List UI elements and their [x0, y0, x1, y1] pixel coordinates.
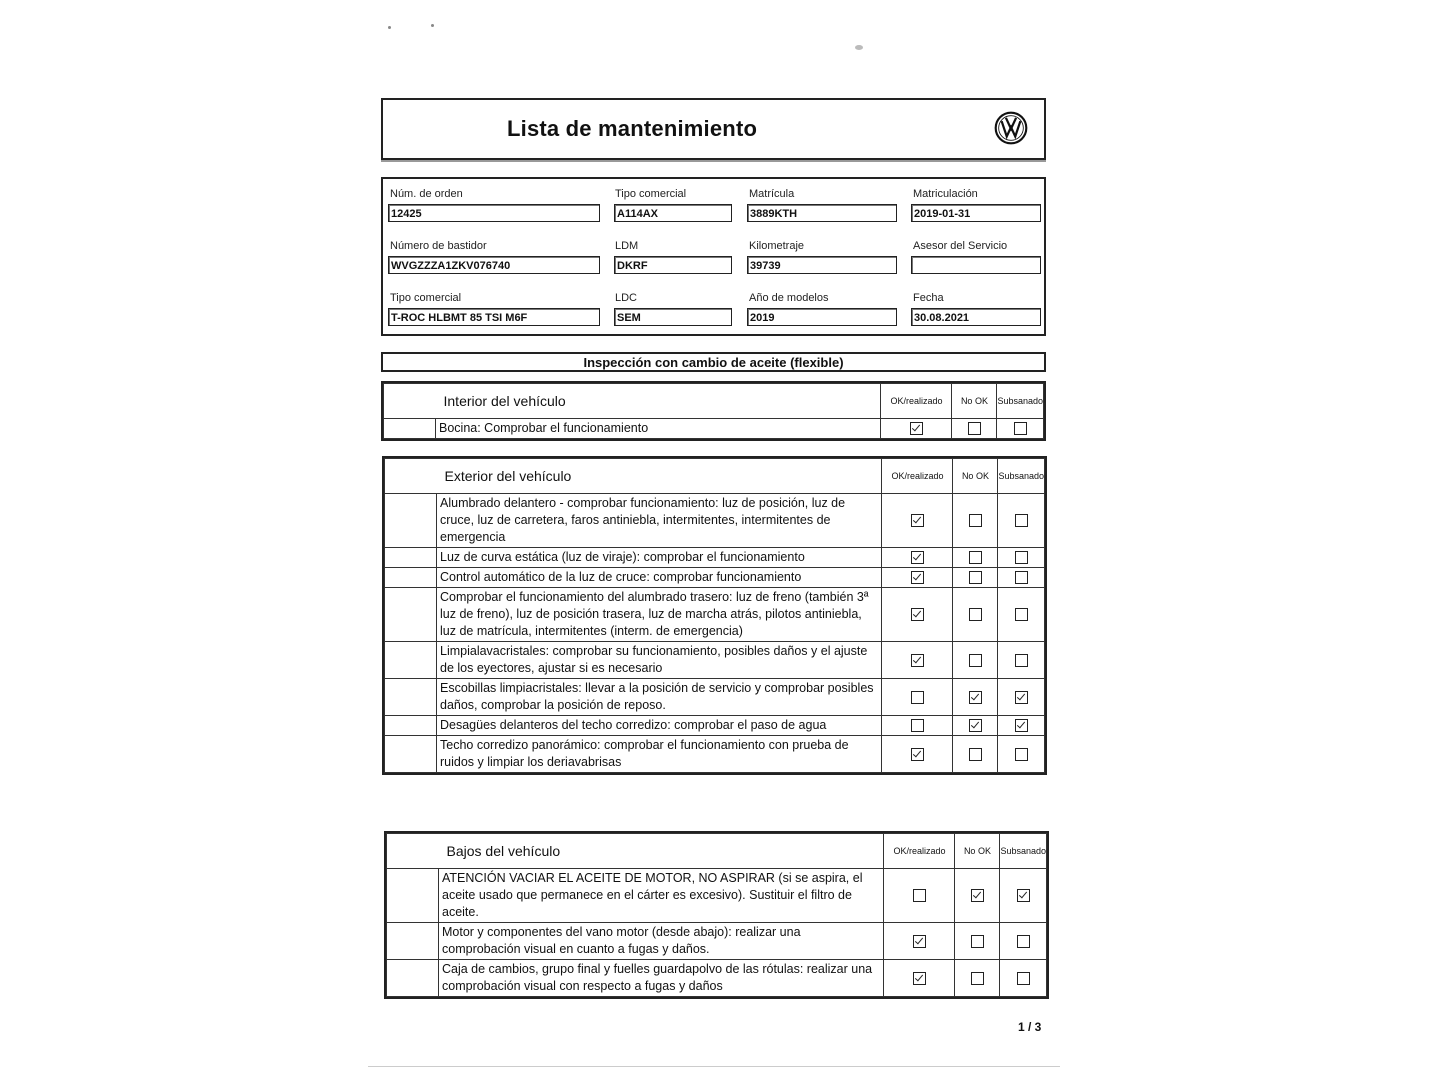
no-ok-cell	[953, 679, 998, 716]
model-field[interactable]: T-ROC HLBMT 85 TSI M6F	[388, 308, 600, 326]
col-subsanado-header: Subsanado	[998, 459, 1045, 494]
date-label: Fecha	[913, 292, 944, 304]
header-spacer	[384, 384, 436, 419]
type-field[interactable]: A114AX	[614, 204, 732, 222]
group-header-row	[387, 834, 1047, 869]
subsanado-checkbox[interactable]	[1015, 691, 1028, 704]
checklist-row	[385, 494, 1045, 548]
checklist-row	[385, 736, 1045, 773]
row-spacer	[385, 736, 437, 773]
subsanado-checkbox[interactable]	[1015, 654, 1028, 667]
ok-cell	[884, 960, 955, 997]
subsanado-checkbox[interactable]	[1017, 935, 1030, 948]
row-spacer	[385, 494, 437, 548]
scan-speck	[855, 45, 863, 50]
checklist-item-text: Alumbrado delantero - comprobar funcionamiento: luz de posición, luz de cruce, luz de carretera, faros antiniebla, intermitentes, intermitentes de emergencia	[437, 494, 882, 548]
subsanado-checkbox[interactable]	[1017, 972, 1030, 985]
group-name: Bajos del vehículo	[439, 834, 884, 869]
no-ok-checkbox[interactable]	[969, 654, 982, 667]
col-no-ok-header: No OK	[953, 459, 998, 494]
checklist-row	[385, 642, 1045, 679]
checklist-group	[381, 381, 1046, 441]
checklist-row	[387, 923, 1047, 960]
scan-speck	[388, 26, 391, 29]
no-ok-checkbox[interactable]	[968, 422, 981, 435]
ok-checkbox[interactable]	[911, 748, 924, 761]
subsanado-cell	[998, 736, 1045, 773]
col-no-ok-header: No OK	[952, 384, 997, 419]
ok-checkbox[interactable]	[913, 889, 926, 902]
vin-label: Número de bastidor	[390, 240, 487, 252]
advisor-label: Asesor del Servicio	[913, 240, 1008, 252]
ldm-label: LDM	[615, 240, 639, 252]
ok-cell	[882, 716, 953, 736]
subsanado-cell	[1000, 869, 1047, 923]
ok-checkbox[interactable]	[911, 654, 924, 667]
no-ok-checkbox[interactable]	[969, 514, 982, 527]
subsanado-cell	[998, 679, 1045, 716]
row-spacer	[387, 960, 439, 997]
subsanado-cell	[998, 716, 1045, 736]
checklist-row	[385, 679, 1045, 716]
ldc-label: LDC	[615, 292, 638, 304]
row-spacer	[387, 923, 439, 960]
registration-label: Matriculación	[913, 188, 978, 200]
ok-cell	[882, 568, 953, 588]
vin-field[interactable]: WVGZZZA1ZKV076740	[388, 256, 600, 274]
km-label: Kilometraje	[749, 240, 805, 252]
no-ok-cell	[953, 548, 998, 568]
ok-checkbox[interactable]	[913, 935, 926, 948]
no-ok-checkbox[interactable]	[969, 551, 982, 564]
order-field[interactable]: 12425	[388, 204, 600, 222]
no-ok-cell	[952, 419, 997, 439]
checklist-row	[384, 419, 1044, 439]
checklist-item-text: Luz de curva estática (luz de viraje): comprobar el funcionamiento	[437, 548, 882, 568]
no-ok-cell	[955, 960, 1000, 997]
plate-field[interactable]: 3889KTH	[747, 204, 897, 222]
advisor-field[interactable]	[911, 256, 1041, 274]
type-label: Tipo comercial	[615, 188, 687, 200]
no-ok-cell	[953, 588, 998, 642]
ok-cell	[882, 494, 953, 548]
checklist-table	[386, 833, 1047, 997]
ldm-field[interactable]: DKRF	[614, 256, 732, 274]
no-ok-checkbox[interactable]	[971, 935, 984, 948]
plate-label: Matrícula	[749, 188, 795, 200]
checklist-row	[385, 588, 1045, 642]
checklist-item-text: Caja de cambios, grupo final y fuelles guardapolvo de las rótulas: realizar una comprobación visual con respecto a fugas y daños	[439, 960, 884, 997]
checklist-table	[384, 458, 1045, 773]
checklist-item-text: Desagües delanteros del techo corredizo: comprobar el paso de agua	[437, 716, 882, 736]
subsanado-cell	[998, 642, 1045, 679]
checklist-item-text: Bocina: Comprobar el funcionamiento	[436, 419, 881, 439]
row-spacer	[387, 869, 439, 923]
row-spacer	[385, 642, 437, 679]
ok-cell	[882, 548, 953, 568]
vehicle-info-box	[381, 177, 1046, 336]
ok-cell	[882, 588, 953, 642]
no-ok-cell	[955, 869, 1000, 923]
subsanado-checkbox[interactable]	[1015, 571, 1028, 584]
header-spacer	[387, 834, 439, 869]
subsanado-cell	[997, 419, 1044, 439]
ok-cell	[881, 419, 952, 439]
col-subsanado-header: Subsanado	[997, 384, 1044, 419]
row-spacer	[385, 679, 437, 716]
checklist-row	[387, 869, 1047, 923]
no-ok-cell	[955, 923, 1000, 960]
checklist-row	[387, 960, 1047, 997]
checklist-item-text: Comprobar el funcionamiento del alumbrado trasero: luz de freno (también 3ª luz de freno), luz de posición trasera, luz de marcha atrás, pilotos antiniebla, luz de matrícula, intermitentes (interm. de emergencia)	[437, 588, 882, 642]
no-ok-checkbox[interactable]	[971, 889, 984, 902]
col-no-ok-header: No OK	[955, 834, 1000, 869]
subsanado-cell	[998, 588, 1045, 642]
checklist-item-text: Motor y componentes del vano motor (desde abajo): realizar una comprobación visual en cuanto a fugas y daños.	[439, 923, 884, 960]
no-ok-checkbox[interactable]	[969, 571, 982, 584]
order-label: Núm. de orden	[390, 188, 463, 200]
checklist-item-text: Escobillas limpiacristales: llevar a la posición de servicio y comprobar posibles daños, comprobar la posición de reposo.	[437, 679, 882, 716]
no-ok-cell	[953, 494, 998, 548]
subsanado-cell	[1000, 923, 1047, 960]
no-ok-checkbox[interactable]	[969, 608, 982, 621]
checklist-row	[385, 716, 1045, 736]
page-number: 1 / 3	[1018, 1020, 1042, 1034]
checklist-item-text: Techo corredizo panorámico: comprobar el funcionamiento con prueba de ruidos y limpiar los deriavabrisas	[437, 736, 882, 773]
page-title: Lista de mantenimiento	[507, 116, 758, 141]
inspection-section-title	[381, 352, 1046, 372]
subsanado-cell	[998, 548, 1045, 568]
group-header-row	[385, 459, 1045, 494]
checklist-item-text: ATENCIÓN VACIAR EL ACEITE DE MOTOR, NO ASPIRAR (si se aspira, el aceite usado que permanece en el cárter es excesivo). Sustituir el filtro de aceite.	[439, 869, 884, 923]
subsanado-cell	[1000, 960, 1047, 997]
no-ok-checkbox[interactable]	[971, 972, 984, 985]
no-ok-cell	[953, 716, 998, 736]
group-name: Interior del vehículo	[436, 384, 881, 419]
ok-checkbox[interactable]	[911, 719, 924, 732]
subsanado-cell	[998, 568, 1045, 588]
vw-logo-icon	[994, 111, 1028, 145]
ok-cell	[882, 642, 953, 679]
col-subsanado-header: Subsanado	[1000, 834, 1047, 869]
model-year-label: Año de modelos	[749, 292, 829, 304]
ok-cell	[882, 679, 953, 716]
subsanado-cell	[998, 494, 1045, 548]
ok-checkbox[interactable]	[911, 551, 924, 564]
subsanado-checkbox[interactable]	[1015, 719, 1028, 732]
col-ok-header: OK/realizado	[881, 384, 952, 419]
date-field[interactable]: 30.08.2021	[911, 308, 1041, 326]
no-ok-checkbox[interactable]	[969, 719, 982, 732]
subsanado-checkbox[interactable]	[1015, 514, 1028, 527]
header-spacer	[385, 459, 437, 494]
checklist-group	[382, 456, 1047, 775]
subsanado-checkbox[interactable]	[1014, 422, 1027, 435]
ok-cell	[884, 869, 955, 923]
registration-field[interactable]: 2019-01-31	[911, 204, 1041, 222]
checklist-item-text: Control automático de la luz de cruce: comprobar funcionamiento	[437, 568, 882, 588]
subsanado-checkbox[interactable]	[1015, 551, 1028, 564]
row-spacer	[385, 588, 437, 642]
scan-edge-line	[368, 1066, 1060, 1067]
title-box	[381, 98, 1046, 160]
row-spacer	[385, 568, 437, 588]
subsanado-checkbox[interactable]	[1015, 608, 1028, 621]
model-year-field[interactable]: 2019	[747, 308, 897, 326]
row-spacer	[384, 419, 436, 439]
scan-speck	[431, 24, 434, 27]
checklist-item-text: Limpialavacristales: comprobar su funcionamiento, posibles daños y el ajuste de los eyectores, ajustar si es necesario	[437, 642, 882, 679]
no-ok-checkbox[interactable]	[969, 748, 982, 761]
ok-checkbox[interactable]	[911, 571, 924, 584]
group-header-row	[384, 384, 1044, 419]
ldc-field[interactable]: SEM	[614, 308, 732, 326]
ok-checkbox[interactable]	[911, 608, 924, 621]
group-name: Exterior del vehículo	[437, 459, 882, 494]
ok-checkbox[interactable]	[911, 691, 924, 704]
model-label: Tipo comercial	[390, 292, 462, 304]
no-ok-cell	[953, 736, 998, 773]
checklist-table	[383, 383, 1044, 439]
checklist-group	[384, 831, 1049, 999]
no-ok-checkbox[interactable]	[969, 691, 982, 704]
no-ok-cell	[953, 568, 998, 588]
row-spacer	[385, 548, 437, 568]
checklist-row	[385, 568, 1045, 588]
col-ok-header: OK/realizado	[882, 459, 953, 494]
ok-cell	[884, 923, 955, 960]
ok-checkbox[interactable]	[913, 972, 926, 985]
section-title-text: Inspección con cambio de aceite (flexible)	[583, 355, 844, 370]
checklist-row	[385, 548, 1045, 568]
col-ok-header: OK/realizado	[884, 834, 955, 869]
no-ok-cell	[953, 642, 998, 679]
km-field[interactable]: 39739	[747, 256, 897, 274]
row-spacer	[385, 716, 437, 736]
subsanado-checkbox[interactable]	[1015, 748, 1028, 761]
subsanado-checkbox[interactable]	[1017, 889, 1030, 902]
ok-checkbox[interactable]	[911, 514, 924, 527]
ok-checkbox[interactable]	[910, 422, 923, 435]
ok-cell	[882, 736, 953, 773]
